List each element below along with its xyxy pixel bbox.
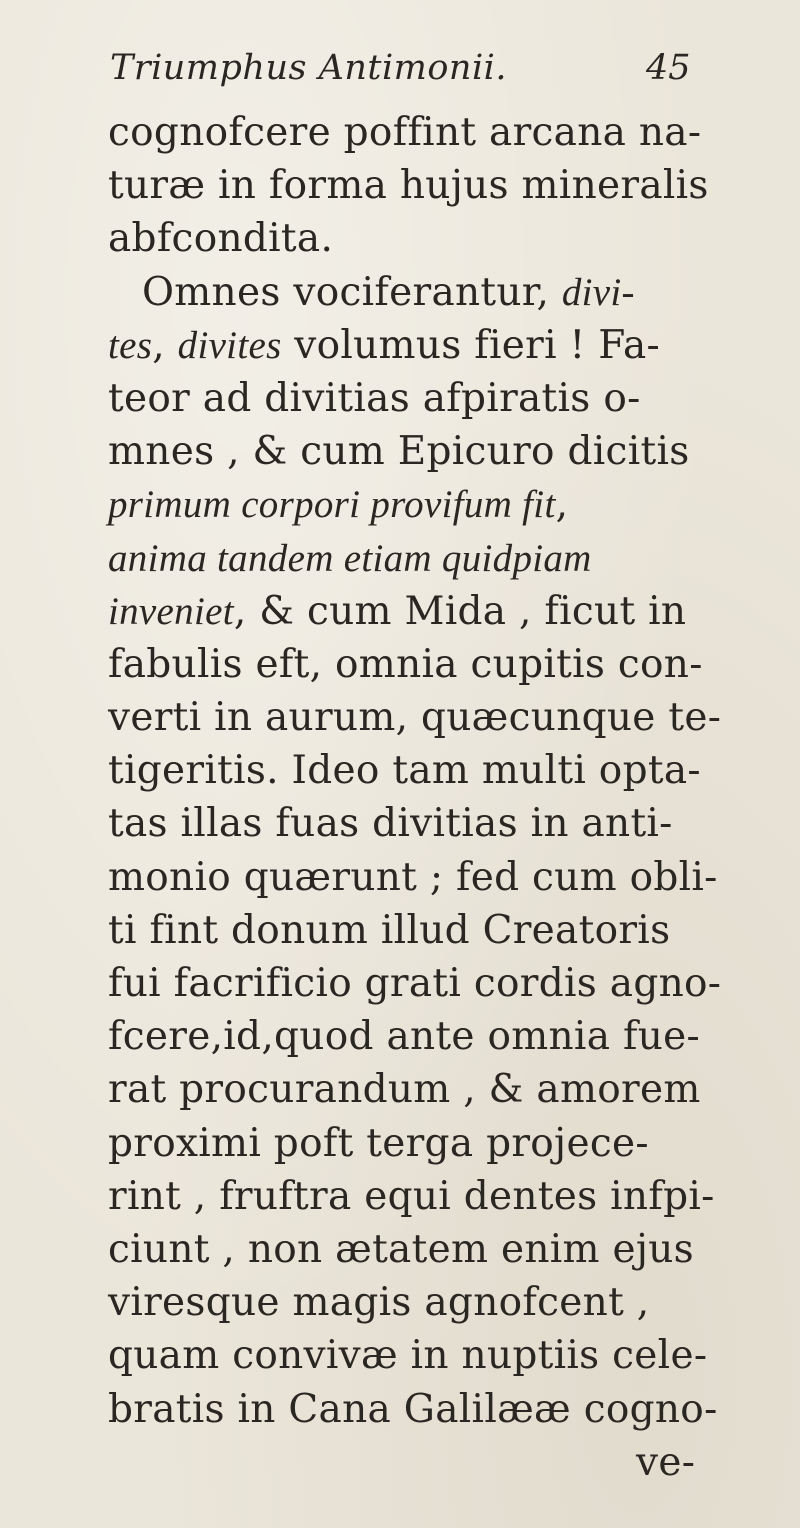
text-run: fui facrificio grati cordis agno-: [108, 961, 722, 1006]
italic-text: tes: [108, 323, 153, 367]
text-line: [108, 478, 718, 531]
text-line: [108, 691, 722, 744]
text-run: proximi poft terga projece-: [108, 1120, 649, 1166]
text-run: cognofcere poffint arcana na-: [108, 110, 702, 155]
text-line: [108, 1223, 718, 1276]
text-line: [108, 585, 718, 638]
text-line: [108, 425, 718, 478]
text-line: [108, 266, 718, 319]
text-run: , & cum Mida , ficut in: [233, 588, 687, 634]
italic-text: divites: [177, 323, 282, 367]
text-run: volumus fieri ! Fa-: [281, 322, 660, 368]
text-line: [108, 744, 718, 797]
text-run: ,: [152, 322, 178, 368]
text-line: [108, 1170, 718, 1223]
text-line: [108, 106, 718, 159]
text-run: teor ad divitias afpiratis o-: [108, 375, 641, 421]
text-run: abfcondita.: [108, 216, 334, 262]
text-line: [108, 532, 718, 585]
text-line: [108, 1117, 718, 1170]
text-run: rat procurandum , & amorem: [108, 1067, 701, 1113]
text-line: [108, 372, 718, 425]
italic-text: anima tandem etiam quidpiam: [108, 536, 592, 580]
text-line: [108, 851, 718, 904]
text-line: [108, 1063, 718, 1116]
text-run: viresque magis agnofcent ,: [108, 1280, 650, 1326]
text-line: [108, 904, 718, 957]
italic-text: primum corpori provifum fit: [108, 483, 556, 527]
catchword: ve-: [636, 1439, 696, 1485]
page-number: 45: [646, 48, 691, 88]
text-run: verti in aurum, quæcunque te-: [108, 695, 722, 741]
italic-text: divi-: [561, 270, 635, 314]
text-line: [108, 319, 718, 372]
text-run: rint , fruftra equi dentes infpi-: [108, 1173, 715, 1219]
text-run: bratis in Cana Galilææ cogno-: [108, 1386, 718, 1432]
text-line: [108, 1383, 718, 1436]
text-run: tas illas fuas divitias in anti-: [108, 801, 673, 847]
text-run: fcere,id,quod ante omnia fue-: [108, 1014, 700, 1060]
text-line: [108, 159, 718, 212]
text-line: [108, 1329, 718, 1382]
text-run: turæ in forma hujus mineralis: [108, 163, 709, 209]
body-text: [108, 106, 722, 1489]
page-header: [100, 40, 700, 100]
text-line: [108, 797, 718, 850]
text-run: Omnes vociferantur,: [142, 269, 562, 315]
text-run: ,: [555, 482, 569, 528]
text-run: mnes , & cum Epicuro dicitis: [108, 429, 690, 475]
text-run: monio quærunt ; fed cum obli-: [108, 854, 718, 900]
italic-text: inveniet: [108, 589, 234, 633]
text-line: [108, 1010, 718, 1063]
text-run: ti fint donum illud Creatoris: [108, 907, 671, 953]
text-run: quam convivæ in nuptiis cele-: [108, 1333, 708, 1379]
text-run: ciunt , non ætatem enim ejus: [108, 1226, 694, 1272]
text-line: [108, 957, 722, 1010]
text-line: [108, 1276, 718, 1329]
running-title: Triumphus Antimonii.: [110, 48, 507, 88]
text-line: [108, 638, 718, 691]
text-run: fabulis eft, omnia cupitis con-: [108, 641, 703, 687]
text-run: tigeritis. Ideo tam multi opta-: [108, 748, 701, 794]
text-line: [108, 212, 718, 265]
